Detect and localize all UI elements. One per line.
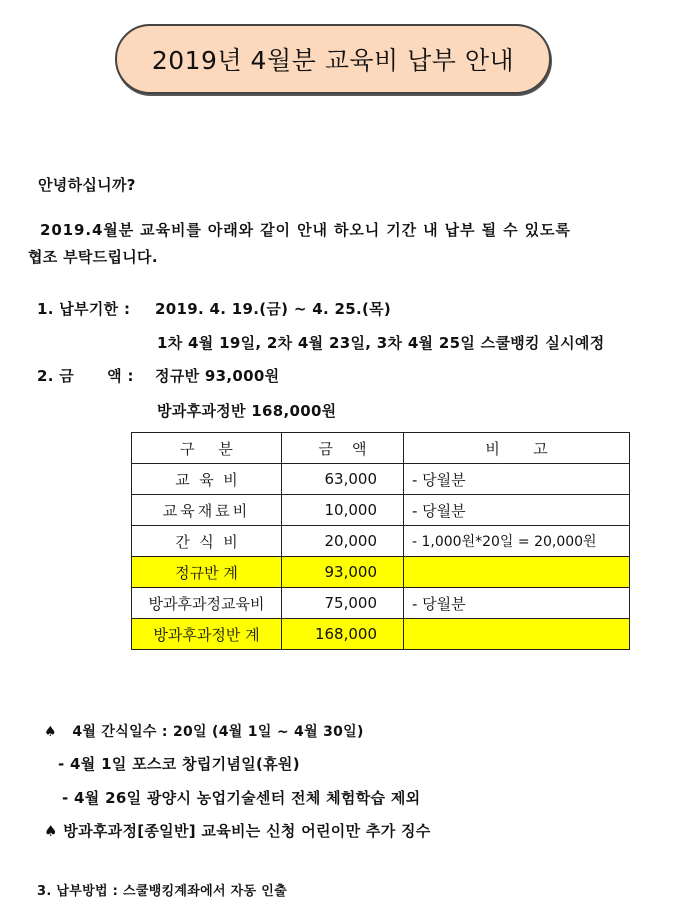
- table-row: [132, 464, 630, 495]
- amount-afterschool: 방과후과정반 168,000원: [157, 402, 337, 420]
- header-category: 구 분: [132, 433, 282, 464]
- spade-bullet-icon: ♠: [44, 724, 57, 740]
- row-note: - 당월분: [404, 464, 630, 495]
- row-amount: 20,000: [282, 526, 404, 557]
- row-note: - 당월분: [404, 588, 630, 619]
- table-row-subtotal: [132, 619, 630, 650]
- payment-schedule: 1차 4월 19일, 2차 4월 23일, 3차 4월 25일 스쿨뱅킹 실시예정: [157, 334, 605, 352]
- afterschool-text: 방과후과정[종일반] 교육비는 신청 어린이만 추가 징수: [63, 822, 431, 840]
- field-trip-note: - 4월 26일 광양시 농업기술센터 전체 체험학습 제외: [62, 789, 421, 807]
- spade-bullet-icon: ♠: [44, 822, 58, 840]
- row-note: - 1,000원*20일 = 20,000원: [404, 526, 630, 557]
- row-item: 교육재료비: [132, 495, 282, 526]
- intro-line-2: 협조 부탁드립니다.: [28, 248, 158, 266]
- page-title: 2019년 4월분 교육비 납부 안내: [151, 46, 515, 75]
- snack-days-text: 4월 간식일수 : 20일 (4월 1일 ~ 4월 30일): [72, 724, 364, 740]
- row-amount: 63,000: [282, 464, 404, 495]
- row-amount: 75,000: [282, 588, 404, 619]
- row-amount: 10,000: [282, 495, 404, 526]
- row-amount: 168,000: [282, 619, 404, 650]
- amount-regular: 정규반 93,000원: [155, 367, 280, 385]
- row-amount: 93,000: [282, 557, 404, 588]
- section-3-payment-method: 3. 납부방법 : 스쿨뱅킹계좌에서 자동 인출: [37, 884, 287, 899]
- section-1-label: 1. 납부기한 :: [37, 300, 131, 318]
- table-row-subtotal: [132, 557, 630, 588]
- table-row: [132, 526, 630, 557]
- holiday-note: - 4월 1일 포스코 창립기념일(휴원): [58, 755, 300, 773]
- section-2-label: 2. 금 액 :: [37, 367, 134, 385]
- afterschool-note: [44, 820, 431, 841]
- row-item: 교 육 비: [132, 464, 282, 495]
- header-amount: 금 액: [282, 433, 404, 464]
- row-item: 방과후과정반 계: [132, 619, 282, 650]
- fee-table: [131, 432, 630, 650]
- row-note: [404, 619, 630, 650]
- row-item: 정규반 계: [132, 557, 282, 588]
- snack-days-note: [44, 721, 364, 741]
- payment-period: 2019. 4. 19.(금) ~ 4. 25.(목): [155, 300, 392, 318]
- intro-line-1: 2019.4월분 교육비를 아래와 같이 안내 하오니 기간 내 납부 될 수 있도록: [40, 221, 571, 239]
- greeting: 안녕하십니까?: [38, 176, 136, 194]
- header-note: 비 고: [404, 433, 630, 464]
- table-header-row: [132, 433, 630, 464]
- title-banner: [115, 24, 551, 94]
- row-note: - 당월분: [404, 495, 630, 526]
- row-item: 간 식 비: [132, 526, 282, 557]
- row-note: [404, 557, 630, 588]
- row-item: 방과후과정교육비: [132, 588, 282, 619]
- table-row: [132, 588, 630, 619]
- table-row: [132, 495, 630, 526]
